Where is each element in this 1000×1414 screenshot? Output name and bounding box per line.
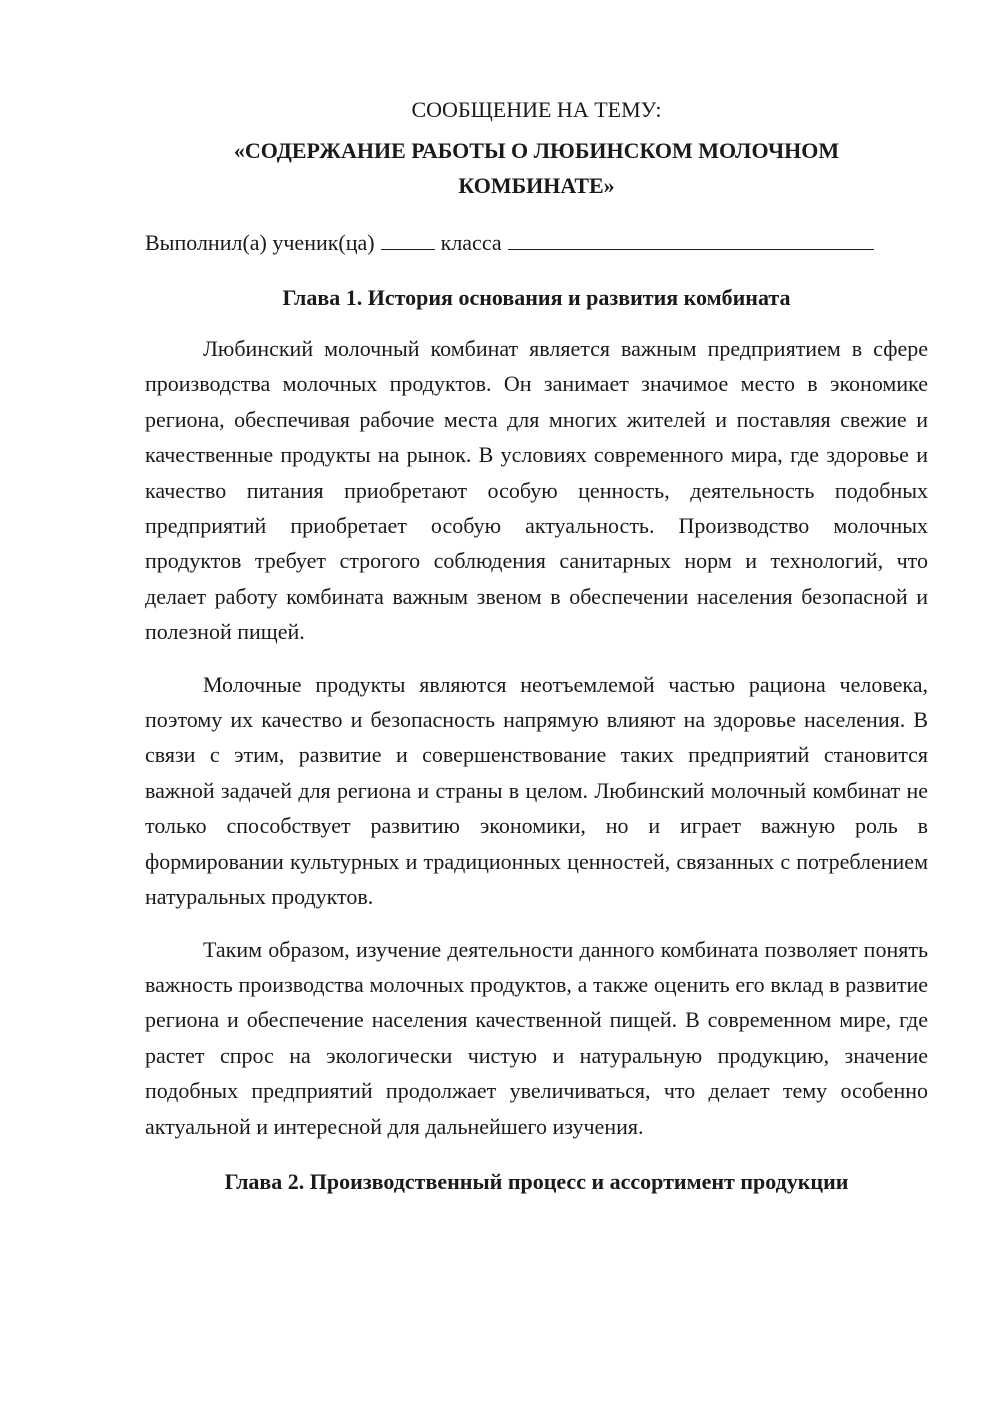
- document-content: [145, 92, 928, 1215]
- chapter-1-title: Глава 1. История основания и развития комбината: [282, 285, 791, 310]
- paragraph-3: Таким образом, изучение деятельности данного комбината позволяет понять важность производства молочных продуктов, а также оценить его вклад в развитие региона и обеспечение населения качественной пищей. В современном мире, где растет спрос на экологически чистую и натуральную продукцию, значение подобных предприятий продолжает увеличиваться, что делает тему особенно актуальной и интересной для дальнейшего изучения.: [145, 936, 928, 1139]
- performer-label: Выполнил(а) ученик(ца): [145, 230, 375, 255]
- student-name-blank: [508, 225, 874, 250]
- performer-line: [145, 225, 928, 260]
- document-heading: СООБЩЕНИЕ НА ТЕМУ:: [411, 97, 662, 122]
- chapter-2-title: Глава 2. Производственный процесс и ассортимент продукции: [224, 1168, 849, 1194]
- paragraph-2: Молочные продукты являются неотъемлемой частью рациона человека, поэтому их качество и безопасность напрямую влияют на здоровье населения. В связи с этим, развитие и совершенствование таких предприятий становится важной задачей для региона и страны в целом. Любинский молочный комбинат не только способствует развитию экономики, но и играет важную роль в формировании культурных и традиционных ценностей, связанных с потреблением натуральных продуктов.: [145, 671, 928, 910]
- paragraph-1: Любинский молочный комбинат является важным предприятием в сфере производства молочных продуктов. Он занимает значимое место в экономике региона, обеспечивая рабочие места для многих жителей и поставляя свежие и качественные продукты на рынок. В условиях современного мира, где здоровье и качество питания приобретают особую ценность, деятельность подобных предприятий приобретает особую актуальность. Производство молочных продуктов требует строгого соблюдения санитарных норм и технологий, что делает работу комбината важным звеном в обеспечении населения безопасной и полезной пищей.: [145, 336, 928, 645]
- class-label: класса: [440, 230, 502, 255]
- class-number-blank: [381, 225, 435, 250]
- document-title-line-2: КОМБИНАТЕ»: [458, 173, 615, 198]
- document-title-line-1: «СОДЕРЖАНИЕ РАБОТЫ О ЛЮБИНСКОМ МОЛОЧНОМ: [233, 138, 840, 163]
